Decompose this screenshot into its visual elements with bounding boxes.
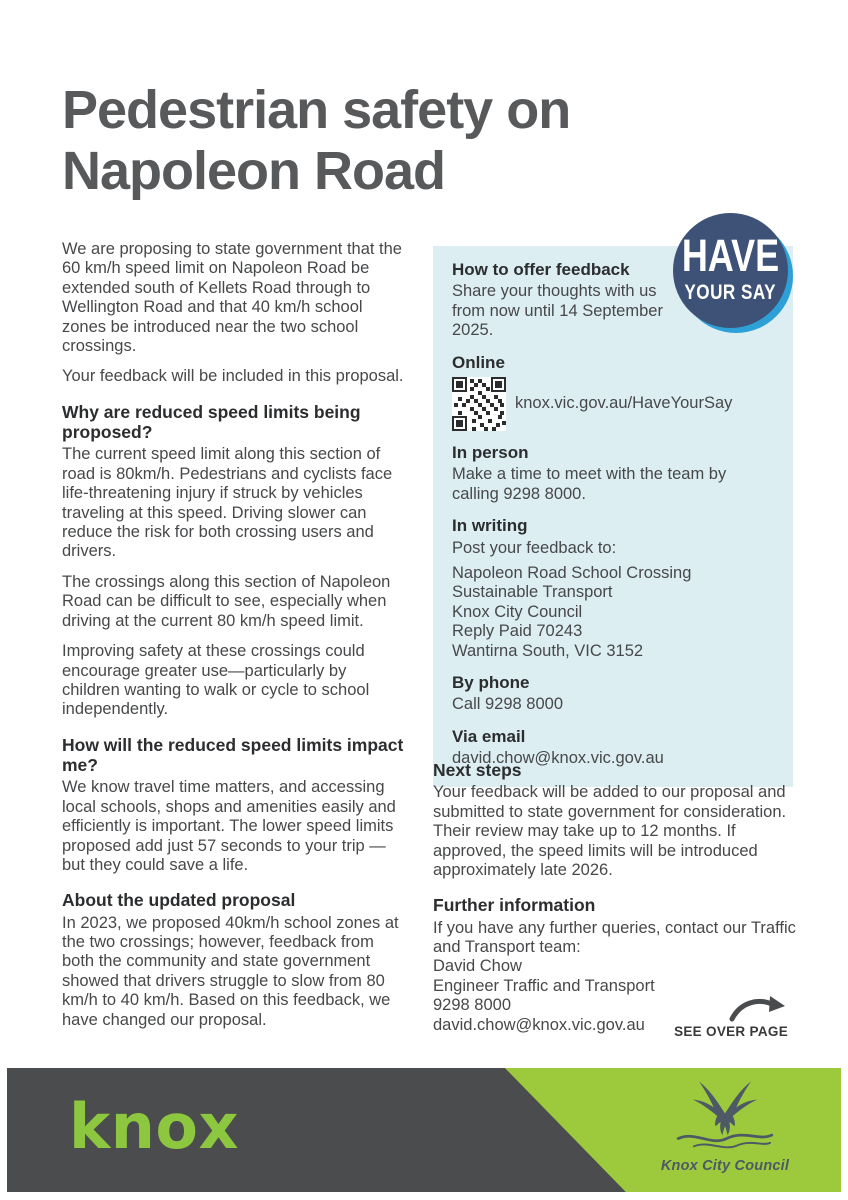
- eagle-icon: [665, 1077, 785, 1155]
- address-line: Wantirna South, VIC 3152: [452, 641, 644, 660]
- have-your-say-badge: [673, 213, 788, 328]
- page-title-line2: Napoleon Road: [62, 141, 446, 202]
- section-heading-why: Why are reduced speed limits being proposed?: [62, 401, 361, 443]
- next-steps-paragraph: Your feedback will be added to our proposal and submitted to state government for consideration. Their review may take up to 12 months. If approved, the speed limits will be introduced approximately late 2026.: [433, 783, 787, 879]
- address-line: Reply Paid 70243: [452, 622, 583, 641]
- address-line: Knox City Council: [452, 602, 583, 621]
- via-email-heading: Via email: [452, 726, 526, 746]
- section-heading-next-steps: Next steps: [433, 760, 522, 780]
- via-email-text: david.chow@knox.vic.gov.au: [452, 749, 664, 768]
- footer-band: [7, 1068, 841, 1192]
- knox-city-council-logo: [645, 1077, 805, 1174]
- badge-line2: YOUR SAY: [684, 279, 777, 304]
- page-title: [62, 80, 762, 202]
- in-writing-lead: Post your feedback to:: [452, 538, 617, 557]
- why-paragraph-1: The current speed limit along this section of road is 80km/h. Pedestrians and cyclists face life-threatening injury if struck by vehicles traveling at this speed. Driving slower can reduce the risk for both crossing users and drivers.: [62, 445, 393, 561]
- see-over-page: [652, 994, 788, 1039]
- see-over-page-label: SEE OVER PAGE: [674, 1024, 788, 1039]
- contact-name: David Chow: [433, 957, 522, 976]
- intro-paragraph: We are proposing to state government that the 60 km/h speed limit on Napoleon Road be extended south of Kellets Road through to Wellington Road and that 40 km/h school zones be introduced near the two school crossings.: [62, 240, 402, 356]
- further-info-paragraph: If you have any further queries, contact our Traffic and Transport team:: [433, 918, 796, 957]
- in-writing-heading: In writing: [452, 516, 528, 536]
- by-phone-text: Call 9298 8000: [452, 695, 564, 714]
- address-line: Napoleon Road School Crossing: [452, 564, 692, 582]
- postal-address: [452, 564, 775, 661]
- council-name-label: Knox City Council: [660, 1158, 790, 1174]
- contact-phone: 9298 8000: [433, 996, 511, 1015]
- qr-code-icon: [452, 377, 506, 431]
- section-heading-impact: How will the reduced speed limits impact me?: [62, 734, 404, 776]
- why-paragraph-3: Improving safety at these crossings could encourage greater use—particularly by children wanting to walk or cycle to school independently.: [62, 642, 370, 719]
- address-line: Sustainable Transport: [452, 583, 613, 602]
- feedback-note-paragraph: Your feedback will be included in this proposal.: [62, 367, 404, 386]
- badge-line1: HAVE: [681, 229, 780, 281]
- section-heading-about: About the updated proposal: [62, 890, 296, 911]
- curved-arrow-icon: [728, 994, 786, 1022]
- about-paragraph: In 2023, we proposed 40km/h school zones at the two crossings; however, feedback from both the community and state government showed that drivers struggle to slow from 80 km/h to 40 km/h. Based on this feedback, we have changed our proposal.: [62, 913, 399, 1029]
- contact-role: Engineer Traffic and Transport: [433, 976, 655, 995]
- contact-email: david.chow@knox.vic.gov.au: [433, 1015, 645, 1034]
- impact-paragraph: We know travel time matters, and accessing local schools, shops and amenities easily and efficiently is important. The lower speed limits proposed add just 57 seconds to your trip — but they could save a life.: [62, 778, 396, 874]
- in-person-heading: In person: [452, 443, 529, 462]
- online-url: knox.vic.gov.au/HaveYourSay: [515, 394, 733, 413]
- why-paragraph-2: The crossings along this section of Napoleon Road can be difficult to see, especially when driving at the current 80 km/h speed limit.: [62, 572, 391, 630]
- by-phone-heading: By phone: [452, 673, 530, 693]
- feedback-box-intro: Share your thoughts with us from now until 14 September 2025.: [452, 282, 663, 340]
- online-row: [452, 377, 775, 431]
- page-title-line1: Pedestrian safety on: [62, 80, 571, 140]
- feedback-box-heading: How to offer feedback: [452, 260, 630, 279]
- left-column: [62, 240, 407, 1041]
- online-heading: Online: [452, 352, 505, 372]
- in-person-text: Make a time to meet with the team by calling 9298 8000.: [452, 465, 727, 503]
- knox-logo: knox: [69, 1089, 239, 1163]
- section-heading-further-info: Further information: [433, 895, 596, 916]
